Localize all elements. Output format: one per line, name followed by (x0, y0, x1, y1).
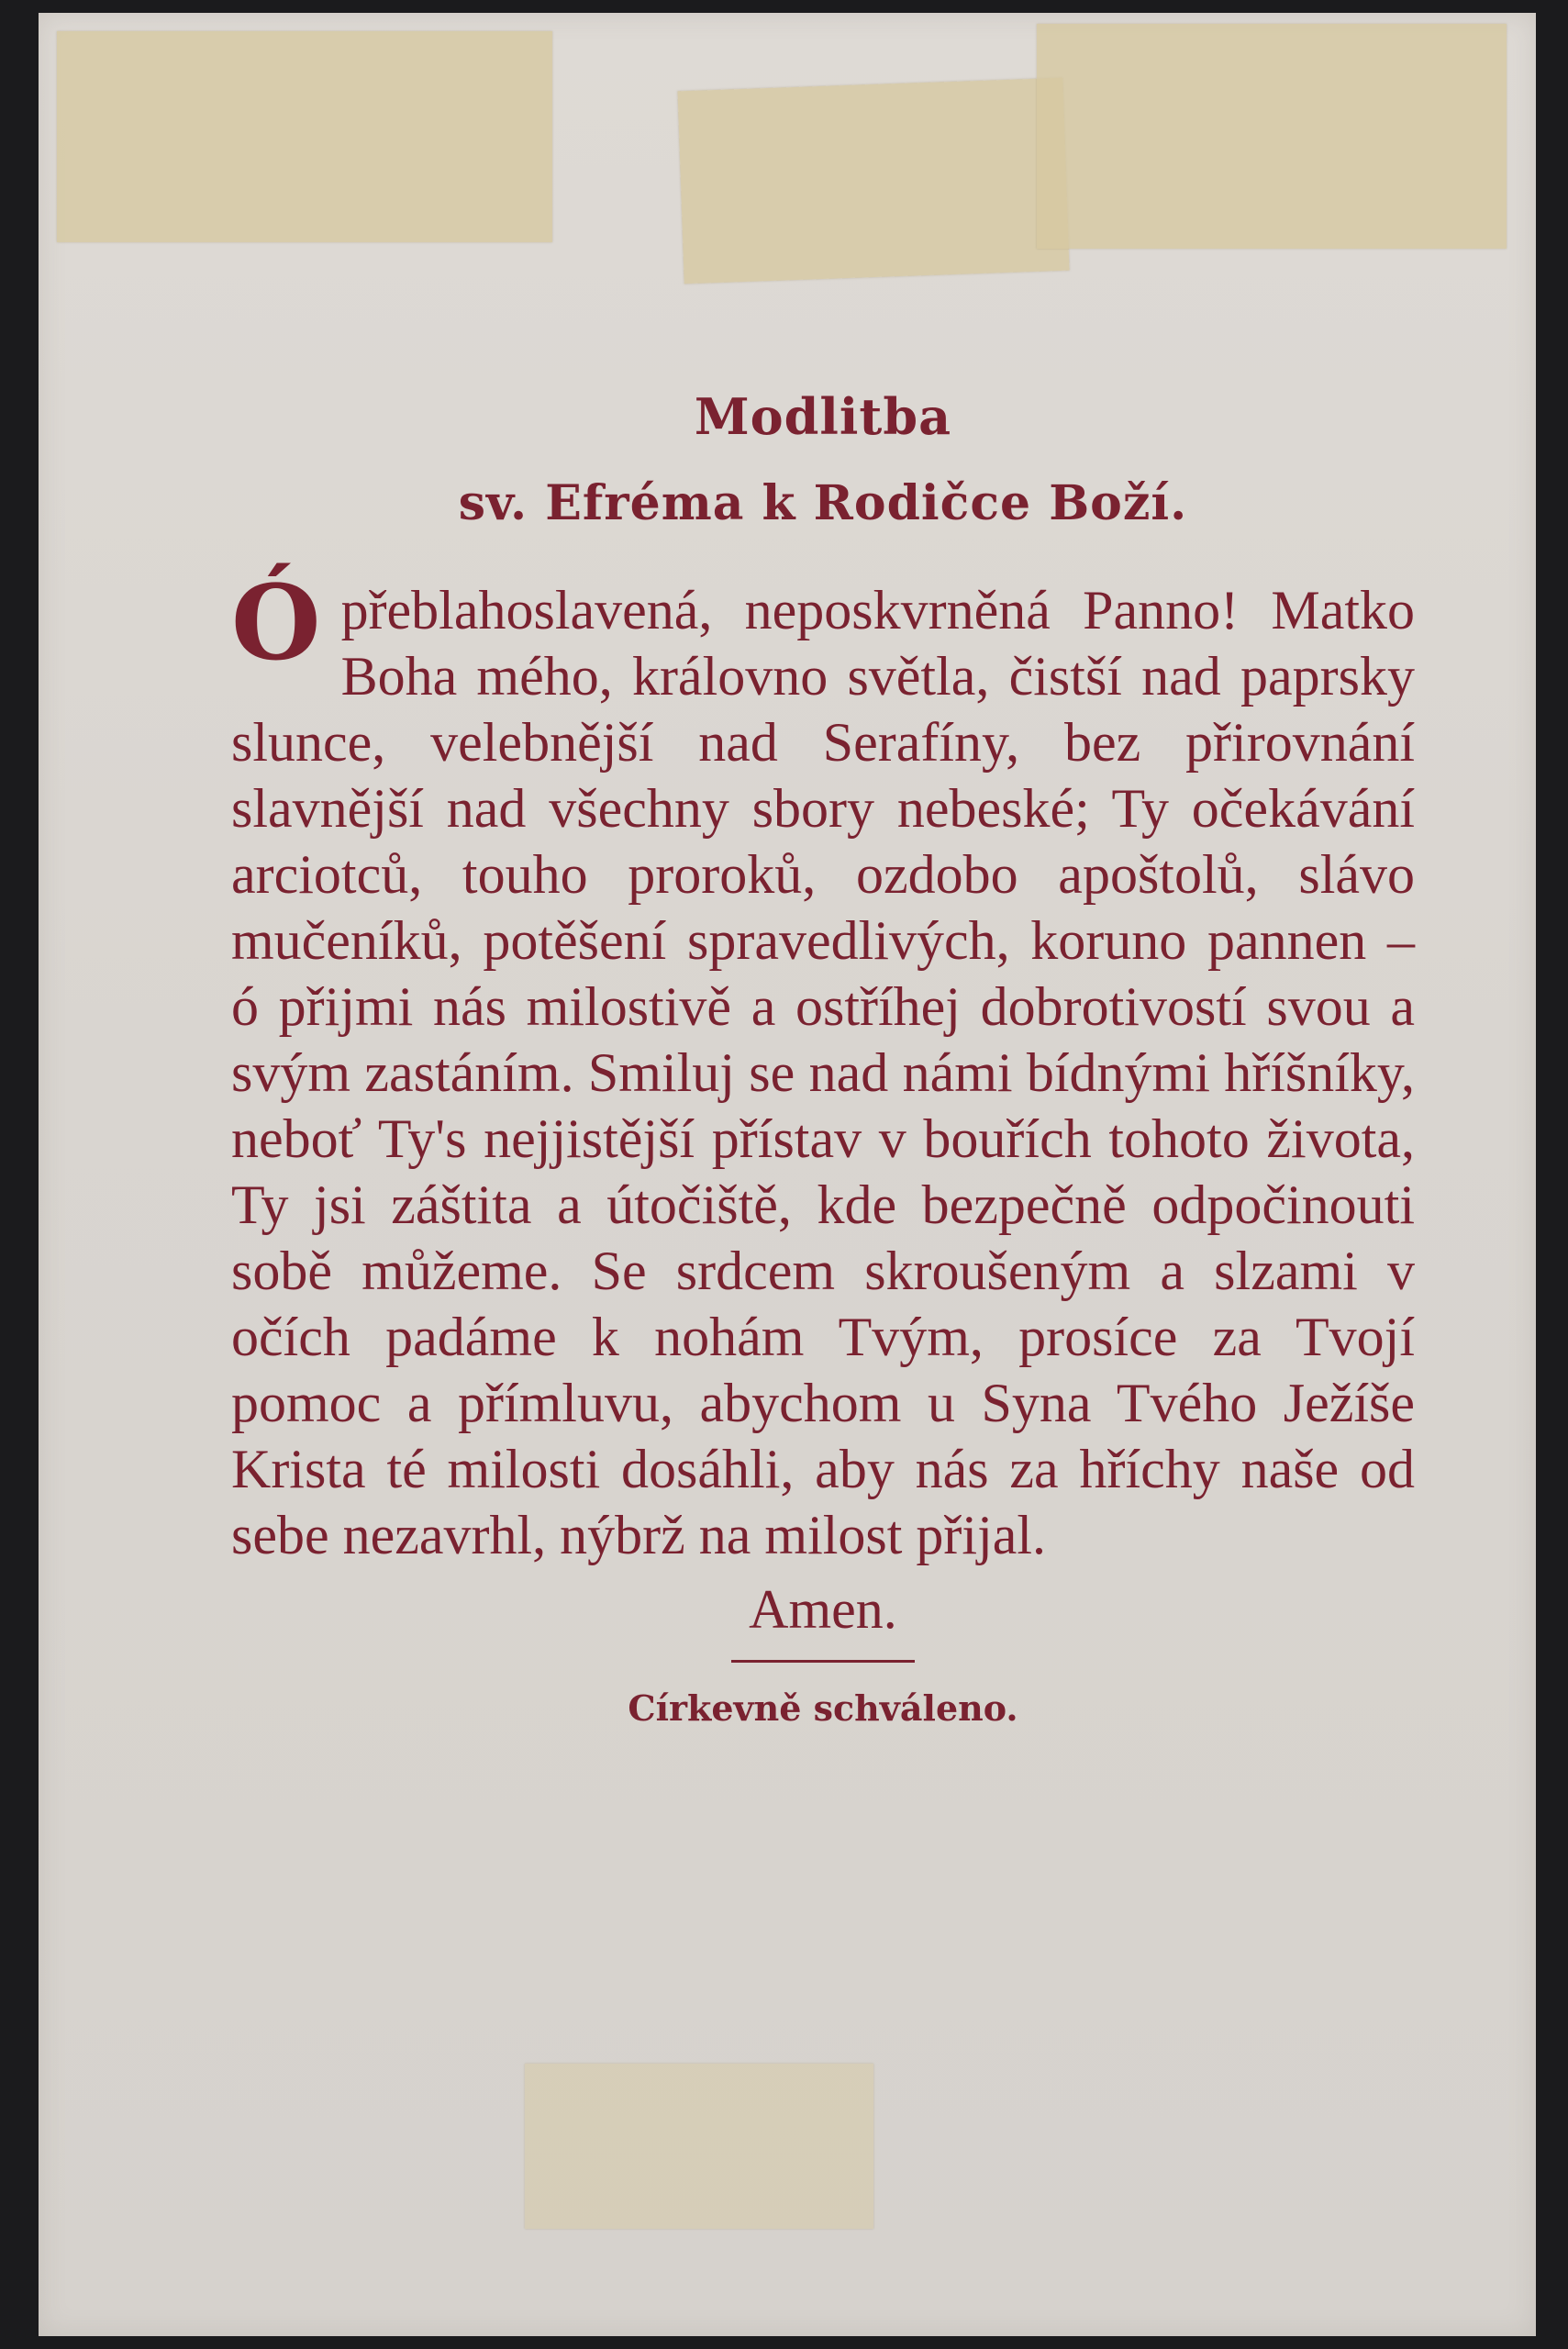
divider-rule (731, 1660, 915, 1663)
card-title: Modlitba (694, 387, 952, 446)
prayer-text-block (231, 375, 1415, 1736)
tape-strip-top-right (1037, 24, 1507, 249)
amen-line: Amen. (749, 1579, 897, 1640)
drop-cap: Ó (231, 563, 321, 684)
prayer-paragraph: přeblahoslavená, neposkvrněná Panno! Matko Boha mého, královno světla, čistší nad paprsky slunce, velebnější nad Serafíny, bez přirovnání slavnější nad všechny sbory nebeské; Ty očekávání arciotců, touho proroků, ozdobo apoštolů, slávo mučeníků, potěšení spravedlivých, koruno pannen – ó přijmi nás milostivě a ostříhej dobrotivostí svou a svým zastáním. Smiluj se nad námi bídnými hříšníky, neboť Ty's nejjistější přístav v bouřích tohoto života, Ty jsi záštita a útočiště, kde bezpečně odpočinouti sobě můžeme. Se srdcem skroušeným a slzami v očích padáme k nohám Tvým, prosíce za Tvojí pomoc a přímluvu, abychom u Syna Tvého Ježíše Krista té milosti dosáhli, aby nás za hříchy naše od sebe nezavrhl, nýbrž na milost přijal. (231, 580, 1415, 1565)
card-subtitle: sv. Efréma k Rodičce Boží. (458, 475, 1188, 531)
tape-strip-top-left (57, 31, 552, 242)
prayer-card (39, 13, 1536, 2336)
prayer-body (231, 563, 1415, 1568)
tape-residue-bottom (525, 2064, 873, 2229)
tape-strip-top-center (677, 78, 1069, 284)
church-approval: Církevně schváleno. (628, 1687, 1018, 1729)
